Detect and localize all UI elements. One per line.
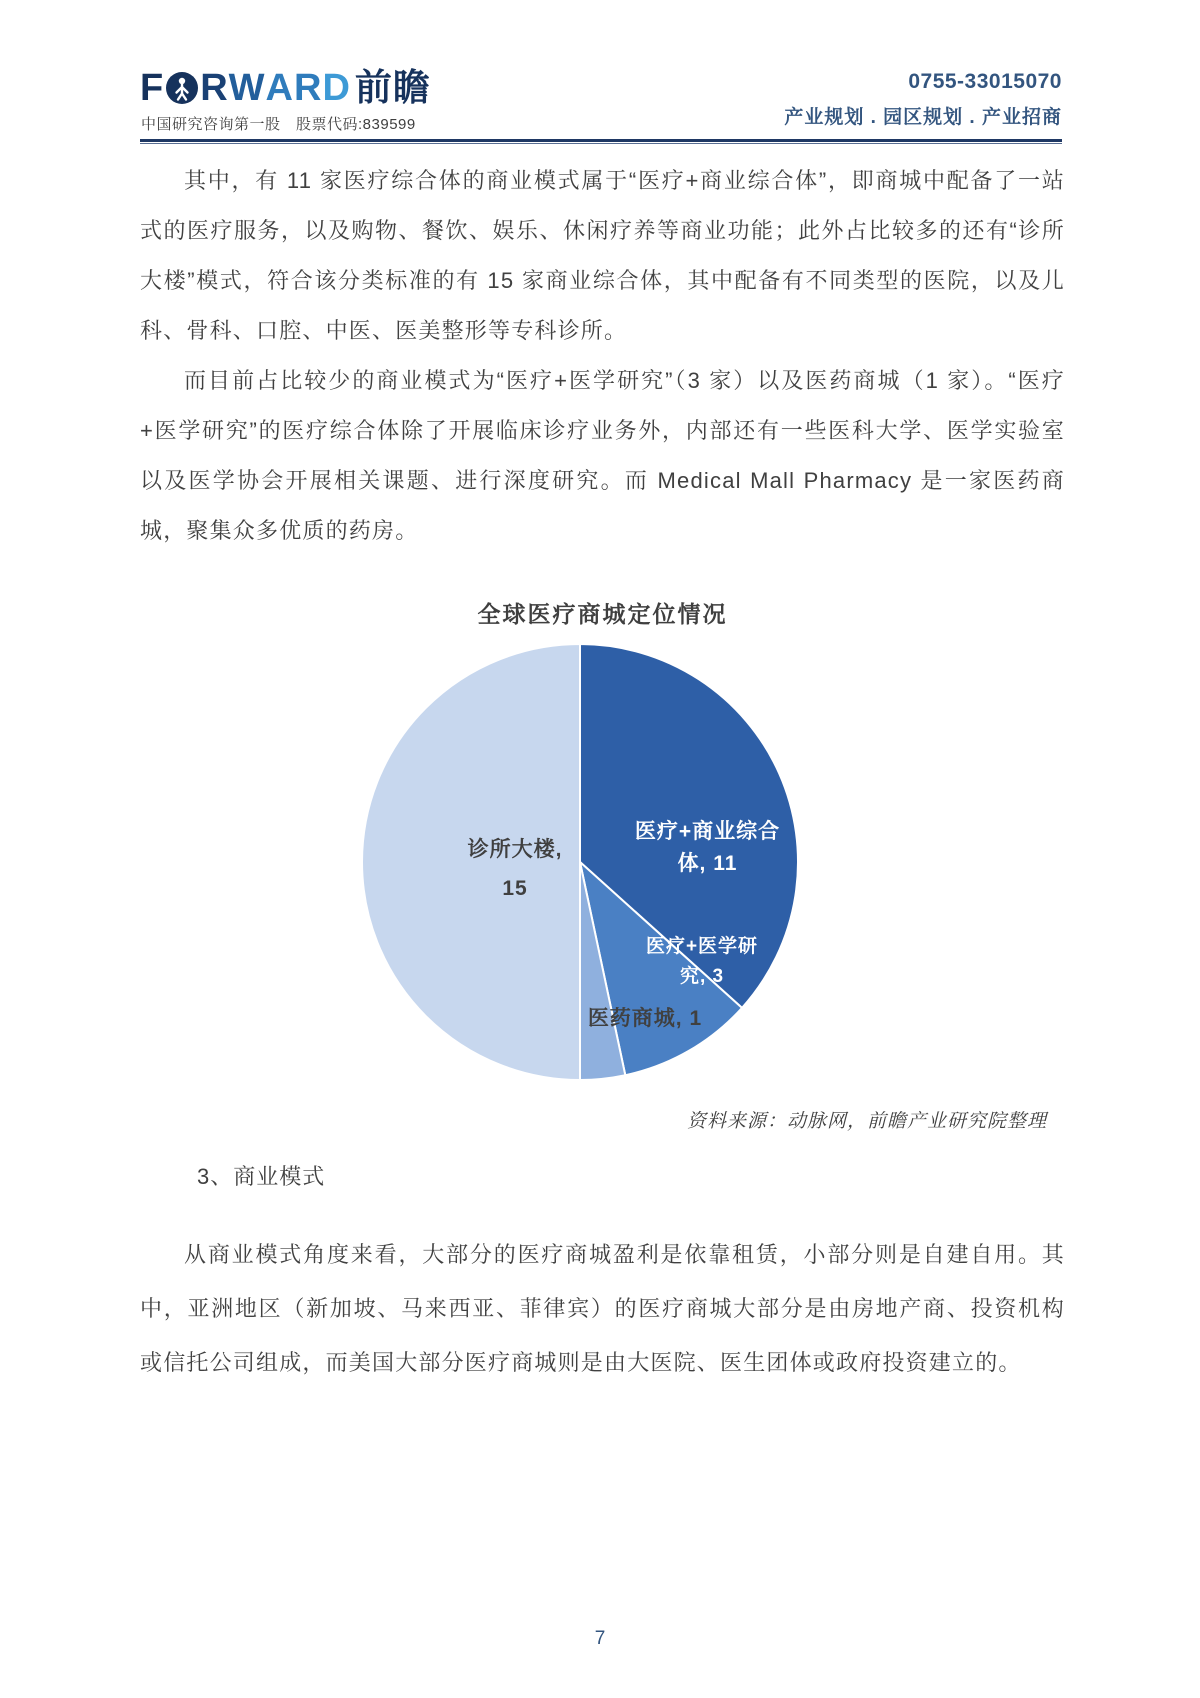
logo-letter: R: [294, 67, 323, 109]
header-contact: [784, 70, 1062, 129]
logo-letter: F: [140, 67, 165, 109]
forward-logo: [140, 68, 431, 108]
header-divider: [140, 139, 1062, 144]
logo-letter: A: [265, 67, 294, 109]
paragraph-minor-models: 而目前占比较少的商业模式为“医疗+医学研究”（3 家）以及医药商城（1 家）。“医疗+医学研究”的医疗综合体除了开展临床诊疗业务外，内部还有一些医科大学、医学实验室以及医学协会开展相关课题、进行深度研究。而 Medical Mall Pharmacy 是一家医药商城，聚集众多优质的药房。: [140, 368, 1065, 543]
pie-label-medical-research: 医疗+医学研 究, 3: [645, 936, 759, 987]
logo-letter: R: [200, 67, 229, 109]
section-heading-business-model: 3、商业模式: [197, 1164, 326, 1189]
logo-letter: W: [228, 67, 266, 109]
logo-person-circle-icon: [165, 71, 199, 105]
paragraph-business-model-overview: 其中，有 11 家医疗综合体的商业模式属于“医疗+商业综合体”，即商城中配备了一站式的医疗服务，以及购物、餐饮、娱乐、休闲疗养等商业功能；此外占比较多的还有“诊所大楼”模式，符合该分类标准的有 15 家商业综合体，其中配备有不同类型的医院，以及儿科、骨科、口腔、中医、医美整形等专科诊所。: [140, 168, 1065, 343]
paragraph-profit-model: 从商业模式角度来看，大部分的医疗商城盈利是依靠租赁，小部分则是自建自用。其中，亚洲地区（新加坡、马来西亚、菲律宾）的医疗商城大部分是由房地产商、投资机构或信托公司组成，而美国大部分医疗商城则是由大医院、医生团体或政府投资建立的。: [140, 1242, 1065, 1375]
page-number: 7: [594, 1628, 606, 1649]
header-phone-number: 0755-33015070: [908, 70, 1062, 93]
pie-label-medical-commercial-complex: 医疗+商业综合 体, 11: [634, 820, 781, 875]
pie-label-pharmacy-mall: 医药商城, 1: [587, 1007, 703, 1030]
logo-letter: D: [322, 67, 351, 109]
chart-source-note: 资料来源：动脉网，前瞻产业研究院整理: [686, 1111, 1047, 1132]
logo-chinese-name: 前瞻: [354, 67, 431, 108]
logo-tagline: 中国研究咨询第一股 股票代码:839599: [141, 116, 416, 133]
pie-chart: [330, 630, 830, 1100]
chart-title: 全球医疗商城定位情况: [477, 601, 728, 627]
header-services-line: 产业规划 . 园区规划 . 产业招商: [784, 107, 1062, 128]
pie-label-clinic-building: 诊所大楼, 15: [467, 838, 563, 900]
